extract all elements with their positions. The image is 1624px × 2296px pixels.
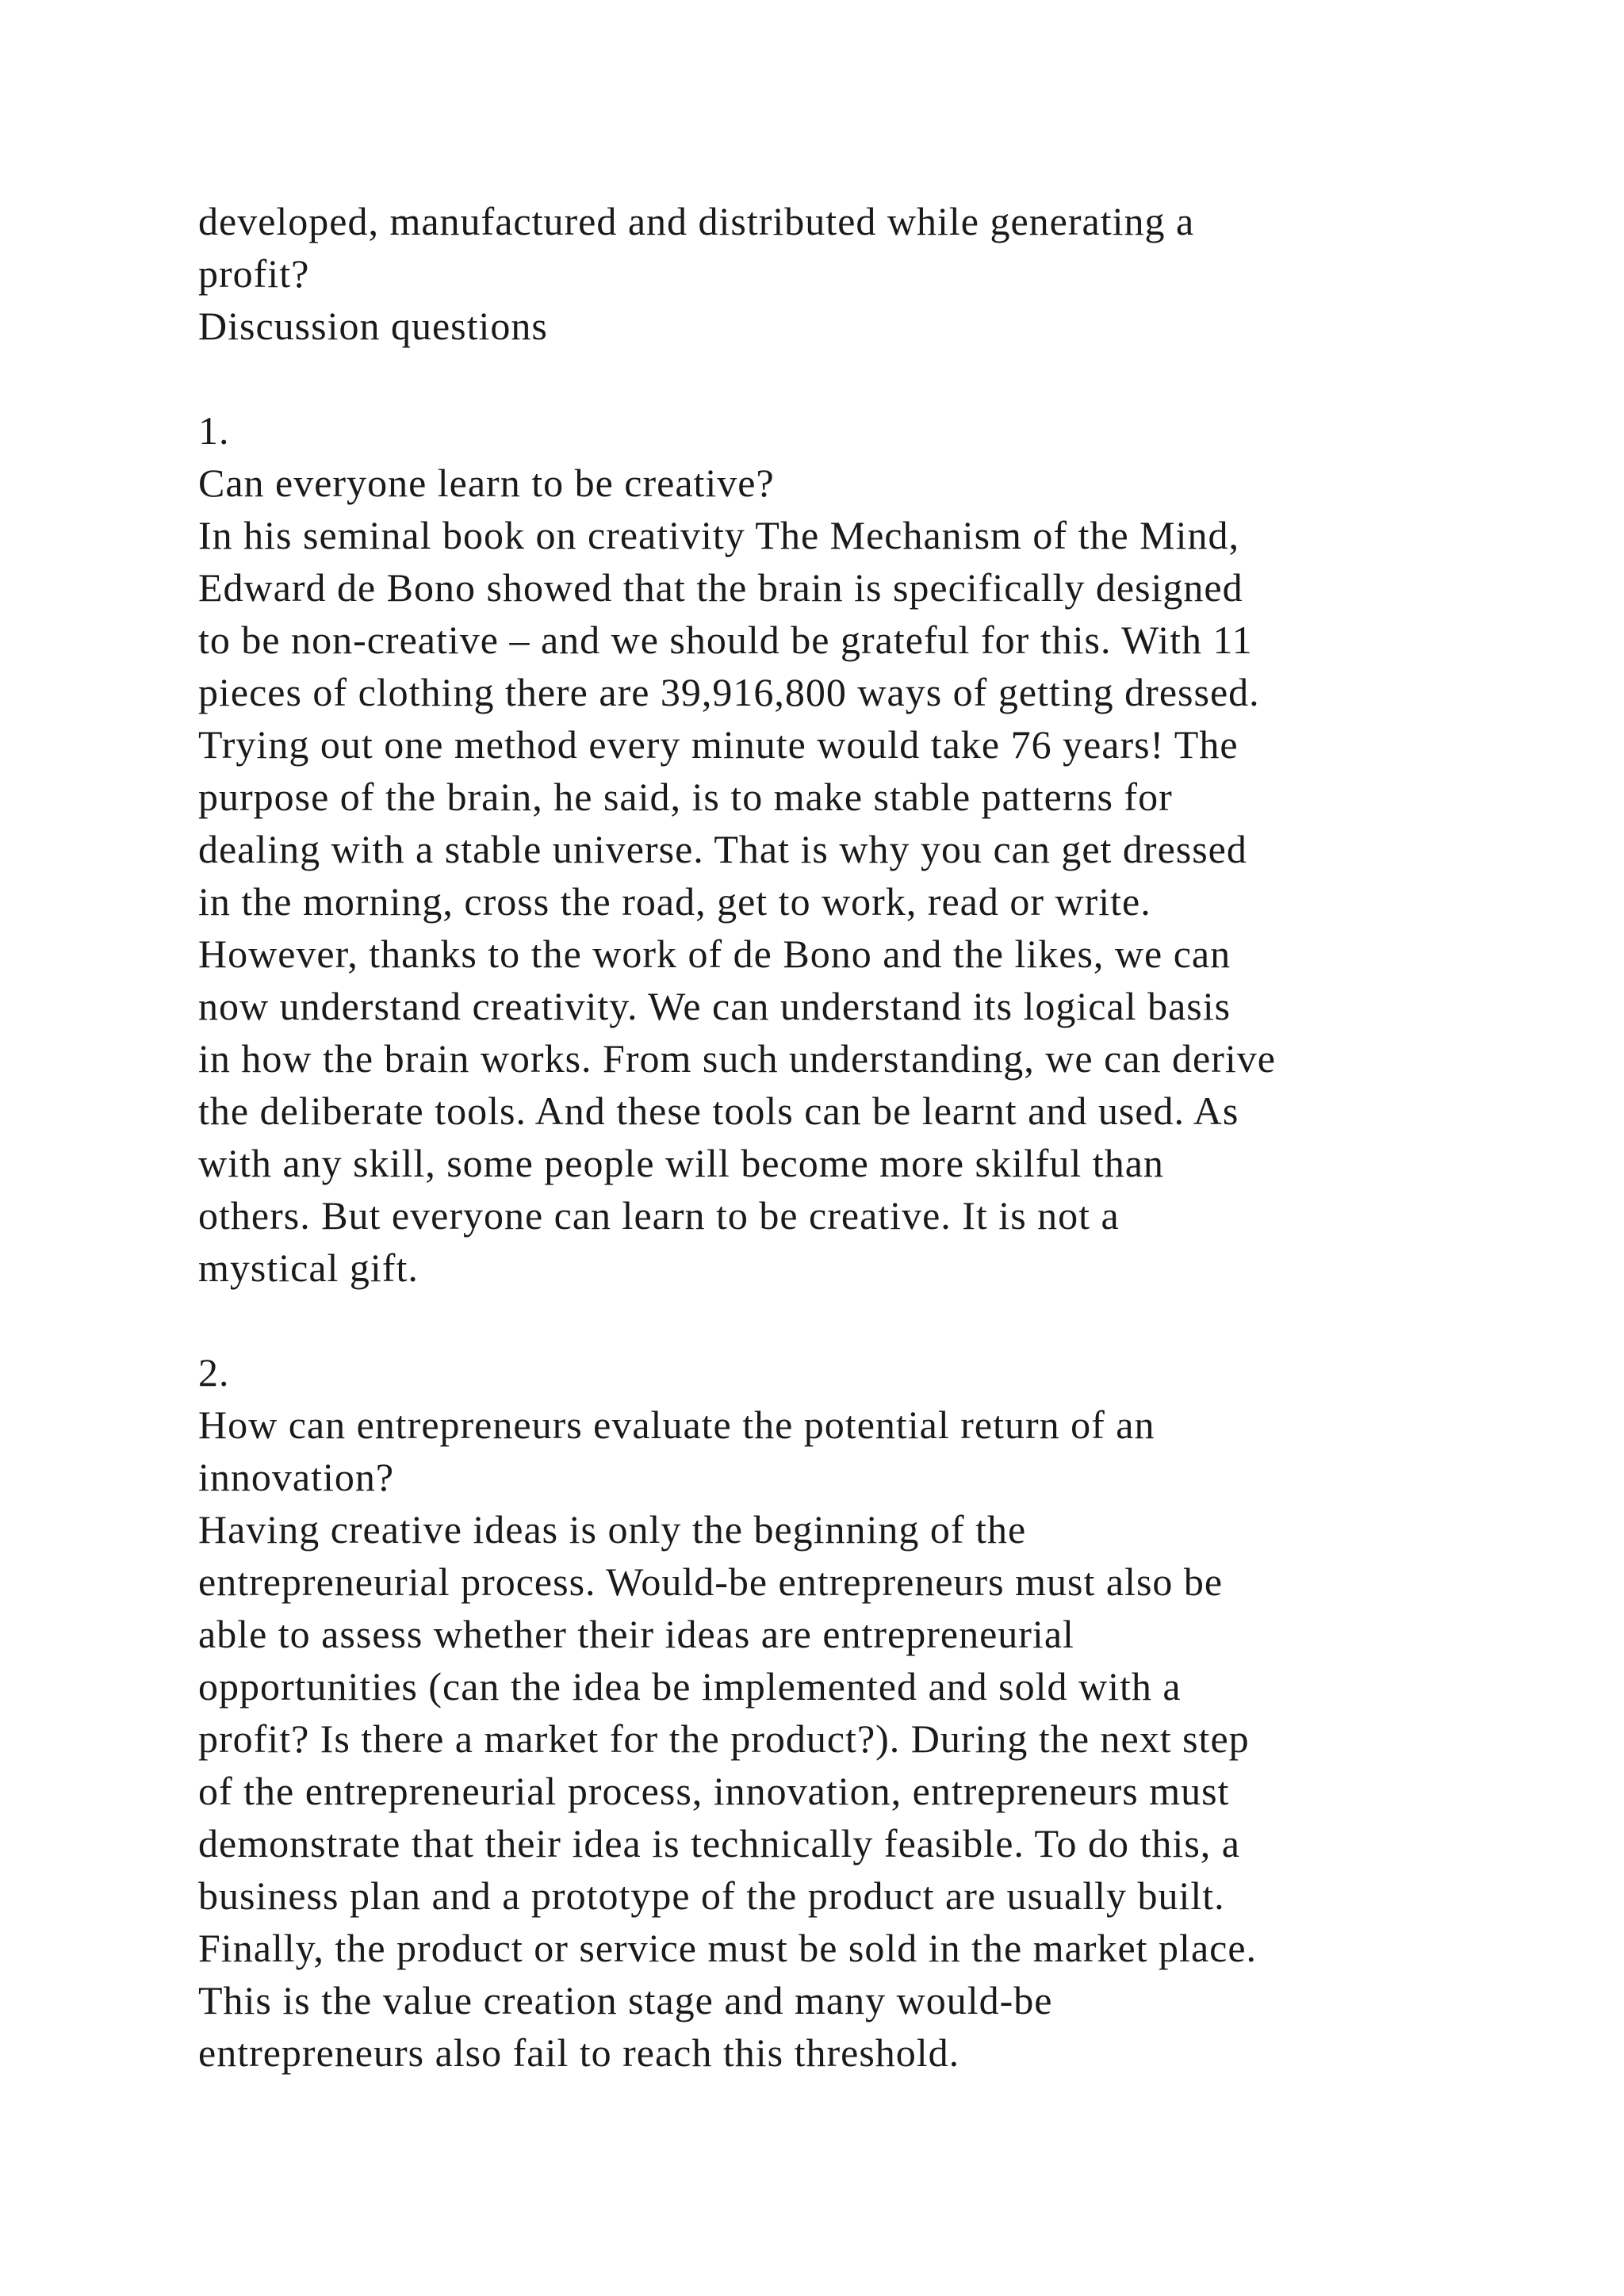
answer-line: pieces of clothing there are 39,916,800 ways of getting dressed. [198, 670, 1260, 714]
answer-line: of the entrepreneurial process, innovation, entrepreneurs must [198, 1769, 1230, 1813]
question-text: How can entrepreneurs evaluate the potential return of an [198, 1402, 1155, 1447]
answer-line: dealing with a stable universe. That is why you can get dressed [198, 827, 1247, 871]
document-body [198, 195, 1499, 2079]
answer-line: entrepreneurial process. Would-be entrepreneurs must also be [198, 1559, 1224, 1604]
answer-line: in the morning, cross the road, get to work, read or write. [198, 879, 1151, 924]
answer-line: However, thanks to the work of de Bono and the likes, we can [198, 932, 1231, 976]
answer-line: now understand creativity. We can understand its logical basis [198, 984, 1231, 1028]
question-number: 1. [198, 408, 230, 453]
answer-line: with any skill, some people will become more skilful than [198, 1141, 1164, 1185]
answer-line: Edward de Bono showed that the brain is specifically designed [198, 565, 1243, 610]
answer-line: profit? Is there a market for the product?). During the next step [198, 1716, 1250, 1761]
answer-line: mystical gift. [198, 1246, 419, 1290]
answer-line: in how the brain works. From such understanding, we can derive [198, 1036, 1276, 1081]
answer-line: entrepreneurs also fail to reach this threshold. [198, 2030, 960, 2075]
intro-line: developed, manufactured and distributed while generating a [198, 199, 1195, 243]
answer-line: others. But everyone can learn to be creative. It is not a [198, 1193, 1120, 1238]
answer-line: demonstrate that their idea is technically feasible. To do this, a [198, 1821, 1240, 1866]
answer-line: Having creative ideas is only the beginning of the [198, 1507, 1027, 1552]
answer-line: business plan and a prototype of the product are usually built. [198, 1873, 1225, 1918]
answer-line: Trying out one method every minute would take 76 years! The [198, 722, 1239, 767]
spacer [198, 1294, 1499, 1346]
answer-line: This is the value creation stage and many would-be [198, 1978, 1053, 2022]
answer-line: the deliberate tools. And these tools can be learnt and used. As [198, 1089, 1239, 1133]
answer-line: able to assess whether their ideas are entrepreneurial [198, 1612, 1074, 1656]
section-title: Discussion questions [198, 304, 548, 348]
answer-line: Finally, the product or service must be sold in the market place. [198, 1926, 1258, 1970]
answer-line: to be non-creative – and we should be grateful for this. With 11 [198, 618, 1253, 662]
answer-line: opportunities (can the idea be implemented and sold with a [198, 1664, 1182, 1709]
spacer [198, 352, 1499, 404]
answer-line: purpose of the brain, he said, is to make stable patterns for [198, 775, 1173, 819]
question-number: 2. [198, 1350, 230, 1395]
intro-line: profit? [198, 251, 310, 296]
question-text: Can everyone learn to be creative? [198, 461, 775, 505]
answer-line: In his seminal book on creativity The Mechanism of the Mind, [198, 513, 1240, 557]
question-text: innovation? [198, 1455, 395, 1499]
